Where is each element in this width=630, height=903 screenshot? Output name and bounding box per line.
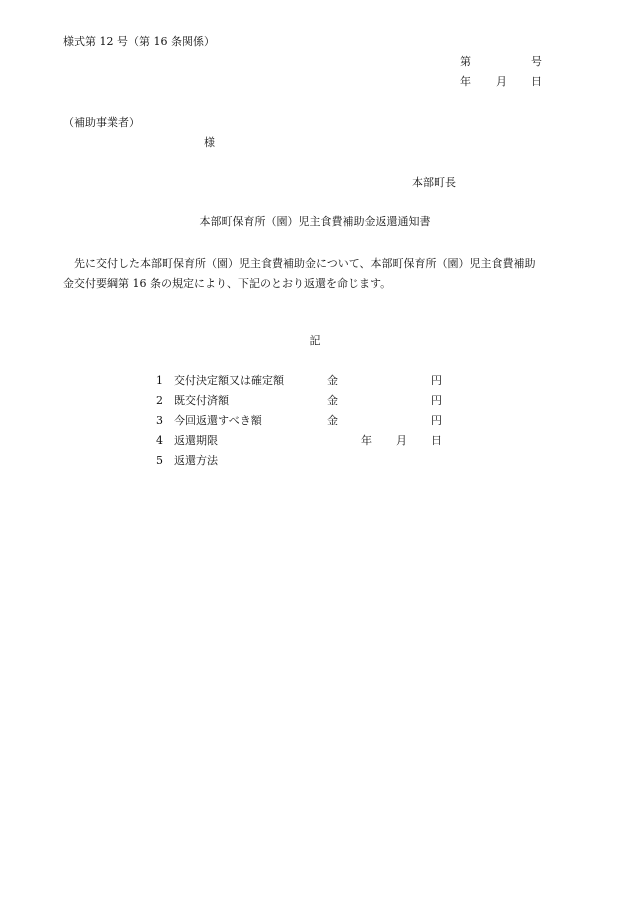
item-2-kin: 金 xyxy=(327,394,338,407)
item-2-en: 円 xyxy=(431,394,442,407)
body-paragraph xyxy=(63,254,583,294)
recipient-honorific: 様 xyxy=(204,136,215,149)
document-title: 本部町保育所（園）児主食費補助金返還通知書 xyxy=(199,215,431,228)
item-1-en: 円 xyxy=(431,374,442,387)
item-3-en: 円 xyxy=(431,414,442,427)
item-3-kin: 金 xyxy=(327,414,338,427)
doc-number-dai: 第 xyxy=(460,55,471,68)
item-5-label: 返還方法 xyxy=(174,454,218,467)
item-1-kin: 金 xyxy=(327,374,338,387)
date-month-label: 月 xyxy=(496,75,507,88)
recipient-label: （補助事業者） xyxy=(63,116,140,129)
form-number: 様式第 12 号（第 16 条関係） xyxy=(63,35,215,48)
item-5-number: 5 xyxy=(156,454,163,467)
item-3-number: 3 xyxy=(156,414,163,427)
item-4-month-label: 月 xyxy=(396,434,407,447)
item-4-number: 4 xyxy=(156,434,163,447)
doc-number-go: 号 xyxy=(531,55,542,68)
body-line-1: 先に交付した本部町保育所（園）児主食費補助金について、本部町保育所（園）児主食費補助 xyxy=(74,257,536,270)
item-1-number: 1 xyxy=(156,374,163,387)
item-2-label: 既交付済額 xyxy=(174,394,229,407)
date-day-label: 日 xyxy=(531,75,542,88)
item-4-day-label: 日 xyxy=(431,434,442,447)
issuer-name: 本部町長 xyxy=(412,176,456,189)
item-4-label: 返還期限 xyxy=(174,434,218,447)
item-2-number: 2 xyxy=(156,394,163,407)
ki-heading: 記 xyxy=(309,334,321,347)
item-3-label: 今回返還すべき額 xyxy=(174,414,262,427)
body-line-2: 金交付要綱第 16 条の規定により、下記のとおり返還を命じます。 xyxy=(63,277,392,290)
item-4-year-label: 年 xyxy=(361,434,372,447)
item-1-label: 交付決定額又は確定額 xyxy=(174,374,284,387)
date-year-label: 年 xyxy=(460,75,471,88)
